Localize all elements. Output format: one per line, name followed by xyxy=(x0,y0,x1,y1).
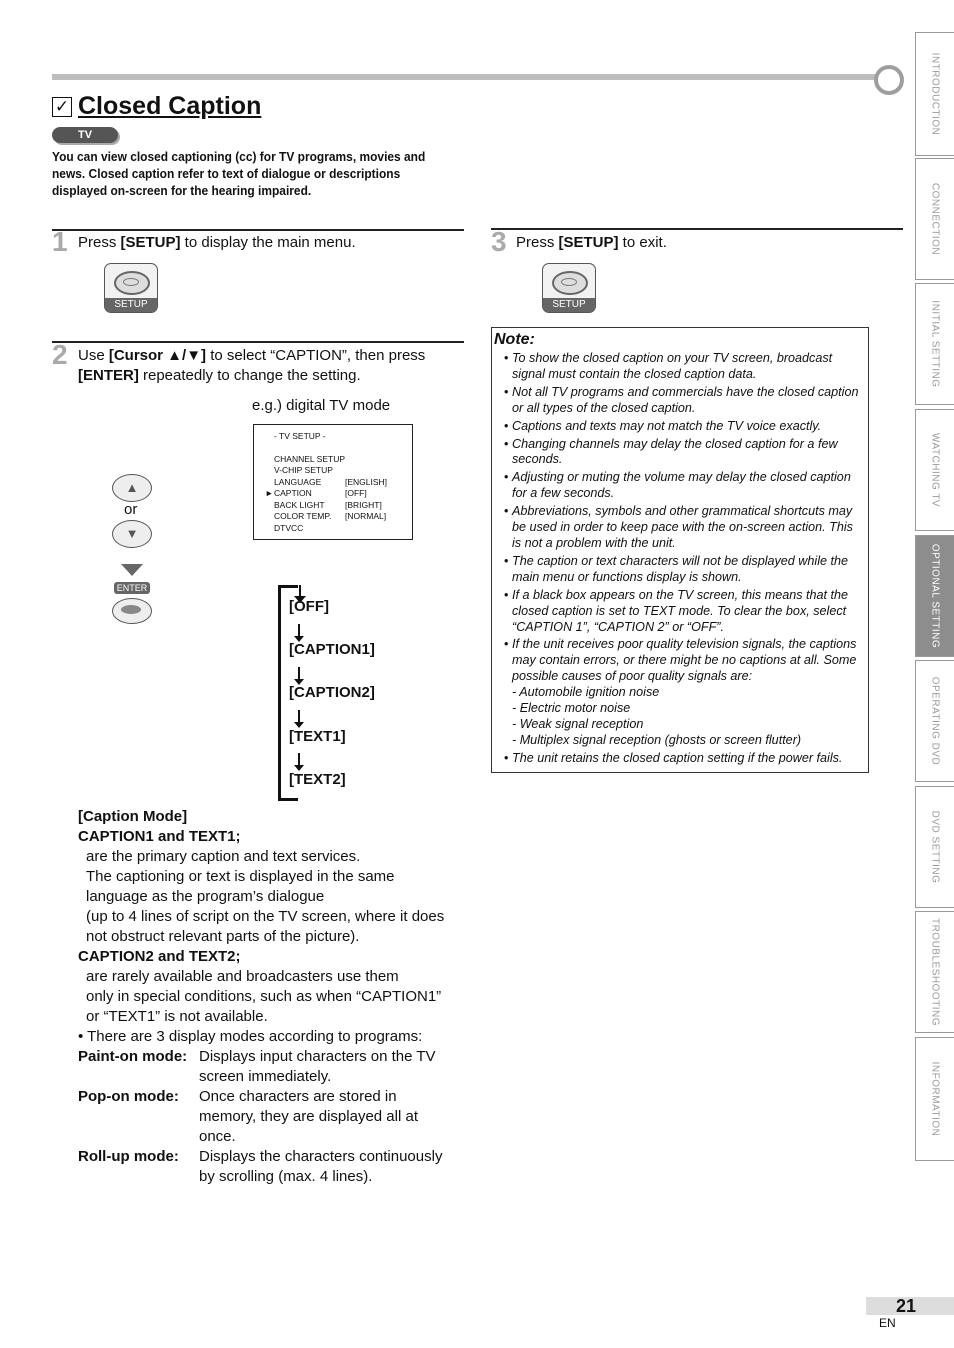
side-tab-dvd-setting[interactable] xyxy=(915,786,954,908)
note-list xyxy=(492,351,864,769)
mode-description xyxy=(199,1047,436,1087)
enter-button[interactable] xyxy=(112,598,152,624)
note-cause: - Electric motor noise xyxy=(512,701,631,716)
note-box xyxy=(491,327,869,773)
step3-rule xyxy=(491,228,903,230)
side-tab-label: WATCHING TV xyxy=(929,432,941,508)
mode-line: Displays the characters continuously xyxy=(199,1148,443,1165)
caption2-line: only in special conditions, such as when “CAPTION1” xyxy=(86,988,442,1005)
arrow-down-icon xyxy=(298,753,300,767)
side-tab-label: CONNECTION xyxy=(929,182,941,256)
step2-pre: Use xyxy=(78,347,109,364)
side-tab-initial-setting[interactable] xyxy=(915,283,954,405)
menu-item-color-temp: COLOR TEMP. xyxy=(274,511,332,521)
side-tab-label: OPTIONAL SETTING xyxy=(929,543,941,649)
mode-pop-on xyxy=(78,1087,468,1147)
step1-pre: Press xyxy=(78,234,121,251)
mode-description xyxy=(199,1087,418,1147)
down-triangle-icon xyxy=(121,564,143,576)
page-number-bar xyxy=(866,1297,954,1315)
step2-text xyxy=(78,346,462,386)
mode-name: Paint-on mode: xyxy=(78,1048,188,1065)
cycle-line xyxy=(278,585,281,801)
side-tab-label: INFORMATION xyxy=(929,1061,941,1137)
intro-text: You can view closed captioning (cc) for TV programs, movies and news. Closed caption refer to text of dialogue or descriptions displayed on-screen for the hearing impaired. xyxy=(52,149,426,198)
caption1-description xyxy=(78,847,468,947)
note-title: Note: xyxy=(494,331,535,348)
step3-number: 3 xyxy=(491,226,507,257)
note-item: • The unit retains the closed caption setting if the power fails. xyxy=(492,751,864,767)
note-signals-text: If the unit receives poor quality television signals, the captions may contain errors, or there might be no captions at all. Some possible causes of poor quality signals are: xyxy=(512,637,857,684)
setup-button-label: SETUP xyxy=(543,298,595,312)
arrow-down-icon xyxy=(298,667,300,681)
or-label: or xyxy=(124,501,138,518)
note-cause: - Weak signal reception xyxy=(512,716,644,731)
step3-text xyxy=(516,233,667,253)
caption1-line: are the primary caption and text services. xyxy=(86,848,361,865)
side-tab-label: DVD SETTING xyxy=(929,810,941,884)
menu-item-dtvcc: DTVCC xyxy=(274,523,304,533)
down-arrow-icon: ▼ xyxy=(125,526,139,541)
step1-text xyxy=(78,233,356,253)
mode-name: Pop-on mode: xyxy=(78,1088,179,1105)
option-caption2: [CAPTION2] xyxy=(289,684,375,701)
setup-button-icon xyxy=(552,271,588,295)
page-title: Closed Caption xyxy=(78,92,262,120)
mode-name: Roll-up mode: xyxy=(78,1148,179,1165)
step1-post: to display the main menu. xyxy=(180,234,356,251)
header-bar xyxy=(52,74,878,80)
side-tab-label: OPERATING DVD xyxy=(929,676,941,766)
caption-mode-heading: [Caption Mode] xyxy=(78,808,188,825)
option-text1: [TEXT1] xyxy=(289,728,346,745)
cursor-up-button[interactable] xyxy=(112,474,152,502)
arrow-down-icon xyxy=(298,624,300,638)
menu-cursor-icon: ► xyxy=(265,488,274,498)
setup-button[interactable] xyxy=(104,263,158,313)
step1-key: [SETUP] xyxy=(120,234,181,251)
checkbox-icon: ✓ xyxy=(52,97,72,117)
step2-mid: to select “CAPTION”, then press xyxy=(206,347,426,364)
side-tab-watching-tv[interactable] xyxy=(915,409,954,531)
menu-value-backlight: [BRIGHT] xyxy=(345,500,382,510)
side-tab-troubleshooting[interactable] xyxy=(915,911,954,1033)
mode-line: screen immediately. xyxy=(199,1068,332,1085)
note-item: • If a black box appears on the TV screen, this means that the closed caption is set to TEXT mode. To clear the box, select “CAPTION 1”, “CAPTION 2” or “OFF”. xyxy=(492,588,864,636)
note-item: • The caption or text characters will not be displayed while the main menu or functions display is shown. xyxy=(492,554,864,586)
note-item: • To show the closed caption on your TV screen, broadcast signal must contain the closed caption data. xyxy=(492,351,864,383)
mode-line: Once characters are stored in xyxy=(199,1088,397,1105)
side-tab-label: TROUBLESHOOTING xyxy=(929,917,941,1027)
menu-value-language: [ENGLISH] xyxy=(345,477,388,487)
caption2-line: or “TEXT1” is not available. xyxy=(86,1008,268,1025)
menu-item-vchip-setup: V-CHIP SETUP xyxy=(274,465,333,475)
step1-number: 1 xyxy=(52,226,68,257)
side-tab-optional-setting[interactable] xyxy=(915,535,954,657)
mode-paint-on xyxy=(78,1047,468,1087)
cycle-bottom xyxy=(278,798,298,801)
side-tab-introduction[interactable] xyxy=(915,32,954,156)
modes-intro: • There are 3 display modes according to programs: xyxy=(78,1028,423,1045)
caption1-line: The captioning or text is displayed in the same xyxy=(86,868,395,885)
option-text2: [TEXT2] xyxy=(289,771,346,788)
option-off: [OFF] xyxy=(289,598,329,615)
step3-post: to exit. xyxy=(618,234,667,251)
menu-item-language: LANGUAGE xyxy=(274,477,322,487)
step2-post: repeatedly to change the setting. xyxy=(138,367,361,384)
note-item-signals xyxy=(492,637,864,748)
side-tab-information[interactable] xyxy=(915,1037,954,1161)
mode-roll-up xyxy=(78,1147,468,1187)
step1-rule xyxy=(52,229,464,231)
note-item: • Changing channels may delay the closed caption for a few seconds. xyxy=(492,437,864,469)
side-tab-label: INTRODUCTION xyxy=(929,52,941,136)
note-cause: - Multiplex signal reception (ghosts or screen flutter) xyxy=(512,732,802,747)
step3-pre: Press xyxy=(516,234,559,251)
title-row xyxy=(52,92,261,121)
caption2-heading: CAPTION2 and TEXT2; xyxy=(78,948,241,965)
tv-badge: TV xyxy=(52,127,118,143)
side-tab-label: INITIAL SETTING xyxy=(929,300,941,388)
step2-rule xyxy=(52,341,464,343)
caption1-line: (up to 4 lines of script on the TV screen, where it does xyxy=(86,908,445,925)
note-cause: - Automobile ignition noise xyxy=(512,685,660,700)
option-caption1: [CAPTION1] xyxy=(289,641,375,658)
caption1-heading: CAPTION1 and TEXT1; xyxy=(78,828,241,845)
caption2-description xyxy=(78,967,468,1027)
menu-title: - TV SETUP - xyxy=(274,431,326,441)
header-bar-circle xyxy=(874,65,904,95)
side-tab-operating-dvd[interactable] xyxy=(915,660,954,782)
note-item: • Not all TV programs and commercials have the closed caption or all types of the closed caption. xyxy=(492,385,864,417)
enter-label: ENTER xyxy=(114,582,150,594)
mode-description xyxy=(199,1147,442,1187)
menu-item-channel-setup: CHANNEL SETUP xyxy=(274,454,346,464)
mode-line: Displays input characters on the TV xyxy=(199,1048,436,1065)
menu-item-caption: CAPTION xyxy=(274,488,312,498)
setup-exit-button[interactable] xyxy=(542,263,596,313)
note-item: • Adjusting or muting the volume may delay the closed caption for a few seconds. xyxy=(492,470,864,502)
cursor-down-button[interactable] xyxy=(112,520,152,548)
note-item: • Captions and texts may not match the TV voice exactly. xyxy=(492,419,864,435)
cycle-top xyxy=(278,585,298,588)
step2-number: 2 xyxy=(52,339,68,370)
setup-button-icon xyxy=(114,271,150,295)
step2-key2: [ENTER] xyxy=(78,367,139,384)
step2-key1: [Cursor ▲/▼] xyxy=(108,347,207,364)
caption-mode-section xyxy=(78,807,468,1187)
caption1-line: not obstruct relevant parts of the picture). xyxy=(86,928,360,945)
up-arrow-icon: ▲ xyxy=(125,480,139,495)
caption1-line: language as the program’s dialogue xyxy=(86,888,325,905)
tv-setup-menu xyxy=(253,424,413,540)
caption2-line: are rarely available and broadcasters use them xyxy=(86,968,399,985)
example-label: e.g.) digital TV mode xyxy=(252,397,391,414)
setup-button-label: SETUP xyxy=(105,298,157,312)
mode-line: once. xyxy=(199,1128,236,1145)
menu-item-backlight: BACK LIGHT xyxy=(274,500,325,510)
language-code: EN xyxy=(879,1316,896,1330)
mode-line: by scrolling (max. 4 lines). xyxy=(199,1168,373,1185)
menu-value-caption: [OFF] xyxy=(345,488,367,498)
page-number: 21 xyxy=(895,1296,916,1316)
menu-value-color-temp: [NORMAL] xyxy=(345,511,387,521)
side-tab-connection[interactable] xyxy=(915,158,954,280)
note-item: • Abbreviations, symbols and other grammatical shortcuts may be used in order to keep pace with the on-screen action. This is not a problem with the unit. xyxy=(492,504,864,552)
step3-key: [SETUP] xyxy=(558,234,619,251)
mode-line: memory, they are displayed all at xyxy=(199,1108,418,1125)
arrow-down-icon xyxy=(298,710,300,724)
